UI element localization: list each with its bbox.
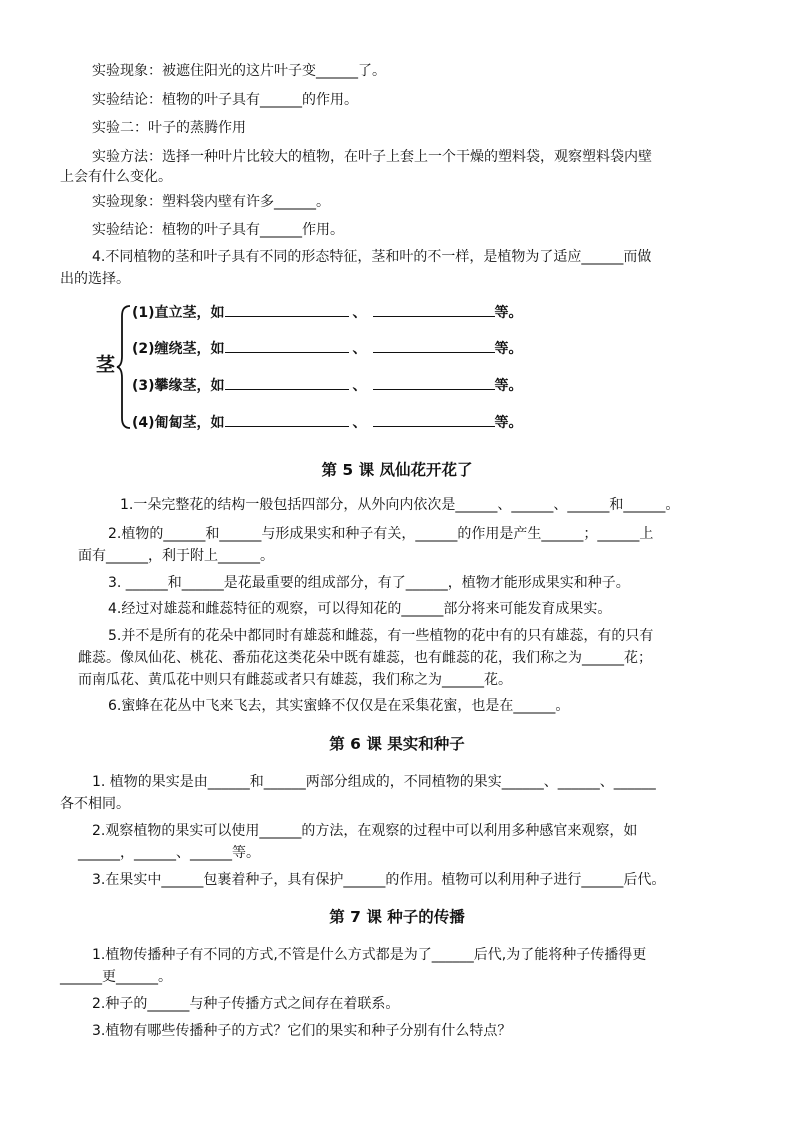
blank-line[interactable] [225, 338, 349, 353]
method-line-cont: 上会有什么变化。 [60, 169, 172, 185]
lesson-5-question-3: 3. ______和______是花最重要的组成部分，有了______，植物才能形成果实和种子。 [108, 575, 630, 591]
lesson-5-question-5: 5.并不是所有的花朵中都同时有雄蕊和雌蕊，有一些植物的花中有的只有雄蕊，有的只有 [108, 628, 654, 644]
question-4-line-cont: 出的选择。 [60, 271, 130, 287]
lesson-5-question-4: 4.经过对雄蕊和雌蕊特征的观察，可以得知花的______部分将来可能发育成果实。 [108, 601, 612, 617]
lesson-5-title: 第 5 课 凤仙花开花了 [321, 461, 473, 479]
observation-line-1: 实验现象：被遮住阳光的这片叶子变______了。 [92, 63, 386, 79]
stem-row-2: (2)缠绕茎，如 、 等。 [132, 338, 523, 358]
blank-line[interactable] [373, 302, 495, 317]
method-line: 实验方法：选择一种叶片比较大的植物，在叶子上套上一个干燥的塑料袋，观察塑料袋内壁 [92, 149, 652, 165]
lesson-7-question-2: 2.种子的______与种子传播方式之间存在着联系。 [92, 996, 400, 1012]
lesson-5-question-6: 6.蜜蜂在花丛中飞来飞去，其实蜜蜂不仅仅是在采集花蜜，也是在______。 [108, 698, 570, 714]
lesson-5-question-5-cont: 雌蕊。像凤仙花、桃花、番茄花这类花朵中既有雄蕊，也有雌蕊的花，我们称之为______花； [78, 650, 652, 666]
lesson-7-question-1-cont: ______更______。 [60, 969, 172, 985]
stem-row-4: (4)匍匐茎，如 、 等。 [132, 412, 523, 432]
conclusion-line-1: 实验结论：植物的叶子具有______的作用。 [92, 92, 358, 108]
lesson-6-title: 第 6 课 果实和种子 [329, 735, 465, 753]
blank-line[interactable] [373, 338, 495, 353]
stem-classification-diagram [96, 302, 536, 432]
blank-line[interactable] [225, 412, 349, 427]
lesson-5-question-2: 2.植物的______和______与形成果实和种子有关，______的作用是产生______；______上 [108, 526, 654, 542]
lesson-6-question-1: 1. 植物的果实是由______和______两部分组成的，不同植物的果实______、______、______ [92, 774, 656, 790]
lesson-7-title: 第 7 课 种子的传播 [329, 908, 465, 926]
stem-row-3: (3)攀缘茎，如 、 等。 [132, 375, 523, 395]
lesson-6-question-2-cont: ______，______、______等。 [78, 845, 260, 861]
observation-line-2: 实验现象：塑料袋内壁有许多______。 [92, 194, 330, 210]
lesson-7-question-1: 1.植物传播种子有不同的方式,不管是什么方式都是为了______后代,为了能将种子传播得更 [92, 947, 647, 963]
lesson-6-question-2: 2.观察植物的果实可以使用______的方法，在观察的过程中可以利用多种感官来观察，如 [92, 823, 638, 839]
brace-icon [116, 304, 132, 430]
lesson-5-question-5-cont-2: 而南瓜花、黄瓜花中则只有雌蕊或者只有雄蕊，我们称之为______花。 [78, 672, 512, 688]
conclusion-line-2: 实验结论：植物的叶子具有______作用。 [92, 222, 344, 238]
lesson-5-question-2-cont: 面有______，利于附上______。 [78, 548, 274, 564]
stem-row-1: (1)直立茎，如 、 等。 [132, 302, 523, 322]
blank-line[interactable] [373, 412, 495, 427]
blank-line[interactable] [225, 375, 349, 390]
question-4-line: 4.不同植物的茎和叶子具有不同的形态特征，茎和叶的不一样，是植物为了适应______而做 [92, 249, 652, 265]
lesson-7-question-3: 3.植物有哪些传播种子的方式？它们的果实和种子分别有什么特点？ [92, 1023, 512, 1039]
experiment-two-heading: 实验二：叶子的蒸腾作用 [92, 120, 246, 136]
lesson-6-question-1-cont: 各不相同。 [60, 796, 130, 812]
blank-line[interactable] [225, 302, 349, 317]
lesson-6-question-3: 3.在果实中______包裹着种子，具有保护______的作用。植物可以利用种子进行______后代。 [92, 872, 666, 888]
stem-character: 茎 [96, 354, 116, 376]
lesson-5-question-1: 1.一朵完整花的结构一般包括四部分，从外向内依次是______、______、______和______。 [120, 497, 680, 513]
blank-line[interactable] [373, 375, 495, 390]
